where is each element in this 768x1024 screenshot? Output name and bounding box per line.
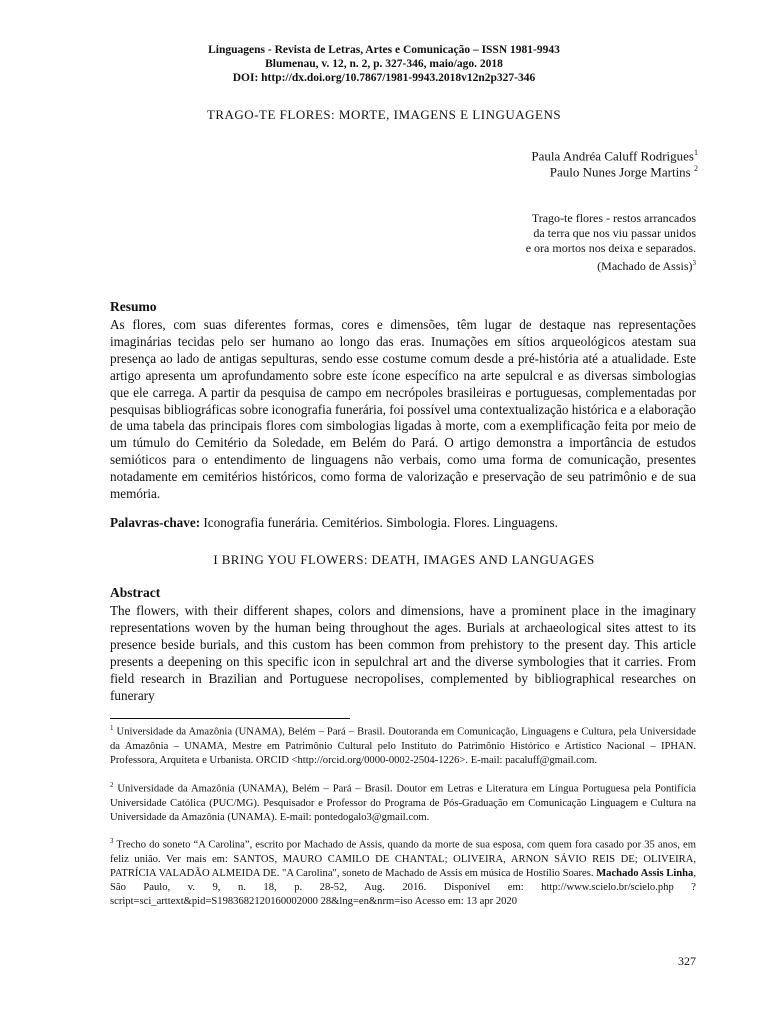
footnote-2-text: Universidade da Amazônia (UNAMA), Belém – Pará – Brasil. Doutor em Letras e Literatura em Língua Portuguesa pela Pontifícia Universidade Católica (PUC/MG). Pesquisador e Professor do Programa de Pós-Graduação em Comunicação Linguagem e Cultura na Universidade da Amazônia (UNAMA). E-mail: pontedogalo3@gmail.com. (110, 783, 696, 823)
footnote-separator (110, 718, 350, 719)
page-number: 327 (678, 954, 696, 968)
epigraph-author: (Machado de Assis) (597, 259, 693, 273)
author-1-footnote-ref: 1 (694, 148, 698, 157)
keywords-line (110, 515, 696, 531)
journal-header-line-2: Blumenau, v. 12, n. 2, p. 327-346, maio/ago. 2018 (265, 58, 503, 70)
epigraph-line-2: da terra que nos viu passar unidos (533, 226, 696, 240)
footnote-1 (110, 721, 696, 768)
article-title: TRAGO-TE FLORES: MORTE, IMAGENS E LINGUAGENS (206, 107, 562, 122)
footnote-3-text-after: , São Paulo, v. 9, n. 18, p. 28-52, Aug. 2016. Disponível em: http://www.scielo.br/scielo.php ?script=sci_arttext&pid=S1983682120160002000 28&lng=en&nrm=iso Acesso em: 13 apr 2020 (110, 867, 697, 908)
author-2 (550, 164, 698, 180)
author-2-name: Paulo Nunes Jorge Martins (549, 164, 694, 180)
resumo-text: As flores, com suas diferentes formas, cores e dimensões, têm lugar de destaque nas representações imaginárias tecidas pelo ser humano ao longo das eras. Inumações em sítios arqueológicos atestam sua presença ao lado de antigas sepulturas, sendo esse costume comum desde a pré-história até a atualidade. Este artigo apresenta um aprofundamento sobre este ícone específico na arte sepulcral e as diversas simbologias que ele carrega. A partir da pesquisa de campo em necrópoles brasileiras e portuguesas, complementadas por pesquisas bibliográficas sobre iconografia funerária, foi possível uma contextualização histórica e a elaboração de uma tabela das principais flores com simbologias ligadas à morte, com a exemplificação feita por meio de um túmulo do Cemitério da Soledade, em Belém do Pará. O artigo demonstra a importância de estudos semióticos para o entendimento de linguagens não verbais, como uma forma de comunicação, presentes notadamente em cemitérios históricos, como forma de valorização e preservação de seu patrimônio e de sua memória. (110, 317, 696, 502)
abstract-heading: Abstract (110, 585, 161, 600)
keywords-list: Iconografia funerária. Cemitérios. Simbologia. Flores. Linguagens. (200, 515, 558, 530)
author-1 (531, 148, 698, 164)
abstract-text: The flowers, with their different shapes, colors and dimensions, have a prominent place in the imaginary representations woven by the human being throughout the ages. Burials at archaeological sites attest to its presence beside burials, and this custom has been common from prehistory to the present day. This article presents a deepening on this specific icon in sepulchral art and the diverse symbologies that it carries. From field research in Brazilian and Portuguese necropolises, complemented by bibliographical researches on funerary (110, 603, 696, 703)
epigraph (466, 211, 696, 274)
author-2-footnote-ref: 2 (694, 164, 698, 173)
footnote-1-text: Universidade da Amazônia (UNAMA), Belém – Pará – Brasil. Doutoranda em Comunicação, Linguagens e Cultura, pela Universidade da Amazônia – UNAMA, Mestre em Patrimônio Cultural pelo Instituto do Patrimônio Histórico e Artístico Nacional – IPHAN. Professora, Arquiteta e Urbanista. ORCID <http://orcid.org/0000-0002-2504-1226>. E-mail: pacaluff@gmail.com. (110, 726, 696, 766)
epigraph-line-3: e ora mortos nos deixa e separados. (525, 241, 696, 255)
footnote-2-number: 2 (110, 781, 114, 789)
journal-header-doi: DOI: http://dx.doi.org/10.7867/1981-9943.2018v12n2p327-346 (232, 72, 536, 84)
footnote-3-text-before: Trecho do soneto “A Carolina”, escrito por Machado de Assis, quando da morte de sua esposa, com quem fora casado por 35 anos, em feliz união. Ver mais em: SANTOS, MAURO CAMILO DE CHANTAL; OLIVEIRA, ARNON SÁVIO REIS DE; OLIVEIRA, PATRÍCIA VALADÃO ALMEIDA DE. "A Carolina", soneto de Machado de Assis em música de Hostílio Soares. (110, 839, 696, 879)
author-1-name: Paula Andréa Caluff Rodrigues (531, 148, 694, 164)
keywords-label: Palavras-chave: (110, 515, 201, 530)
footnote-3 (110, 834, 696, 910)
epigraph-attribution (466, 256, 696, 274)
epigraph-line-1: Trago-te flores - restos arrancados (531, 211, 696, 225)
journal-header-line-1: Linguagens - Revista de Letras, Artes e Comunicação – ISSN 1981-9943 (208, 44, 560, 56)
epigraph-footnote-ref: 3 (692, 259, 696, 267)
footnote-2 (110, 778, 696, 825)
footnote-1-number: 1 (110, 724, 114, 732)
footnote-3-journal: Machado Assis Linha (596, 867, 694, 879)
english-title: I BRING YOU FLOWERS: DEATH, IMAGES AND LANGUAGES (213, 552, 595, 567)
resumo-heading: Resumo (110, 299, 157, 314)
footnote-3-number: 3 (110, 837, 114, 845)
